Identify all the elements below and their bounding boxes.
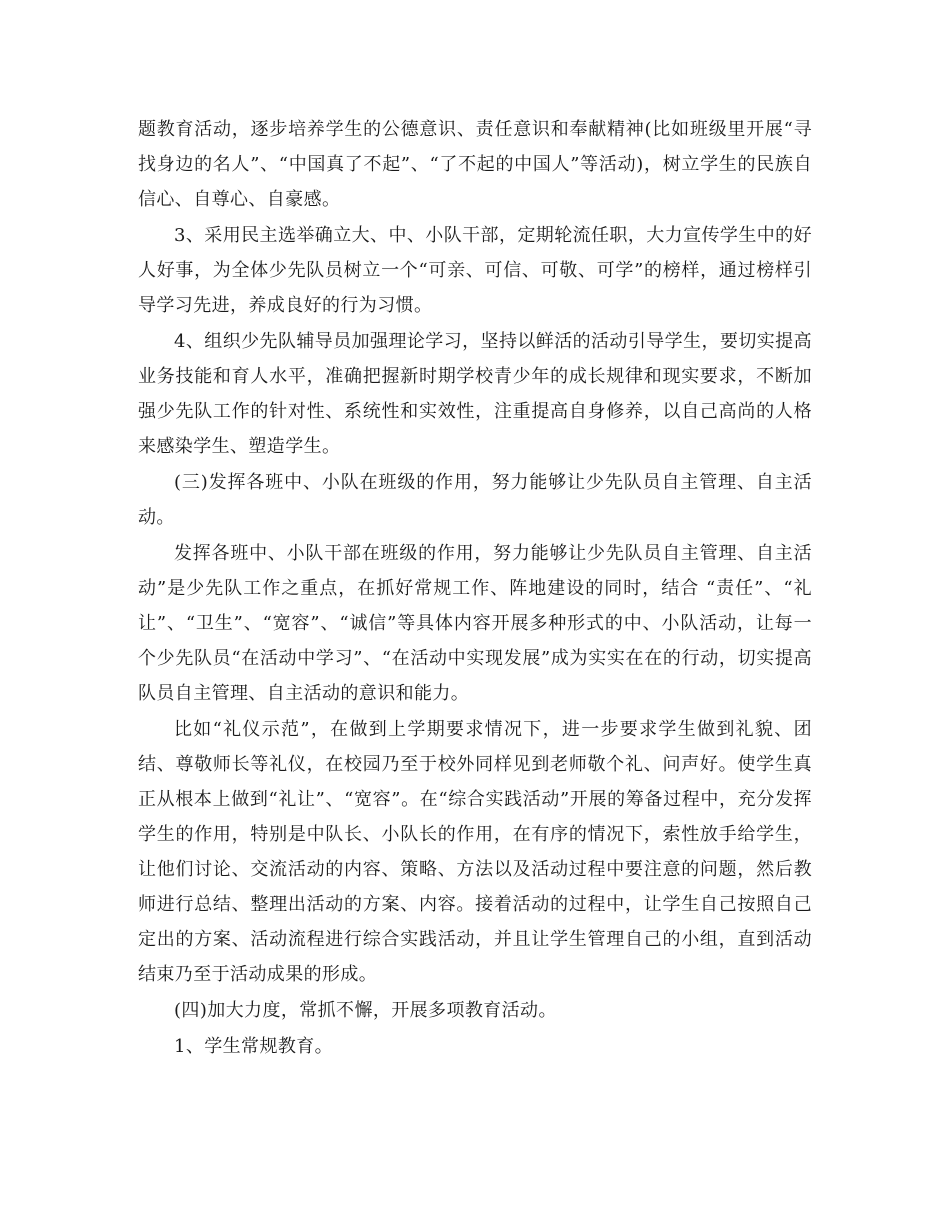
section-heading-3: (三)发挥各班中、小队在班级的作用，努力能够让少先队员自主管理、自主活动。 — [138, 472, 812, 528]
paragraph-item-4: 4、组织少先队辅导员加强理论学习，坚持以鲜活的活动引导学生，要切实提高业务技能和育人水平，准确把握新时期学校青少年的成长规律和现实要求，不断加强少先队工作的针对性、系统性和实效性，注重提高自身修养，以自己高尚的人格来感染学生、塑造学生。 — [138, 331, 812, 457]
document-body — [138, 112, 812, 1065]
paragraph-example: 比如“礼仪示范”，在做到上学期要求情况下，进一步要求学生做到礼貌、团结、尊敬师长等礼仪，在校园乃至于校外同样见到老师敬个礼、问声好。使学生真正从根本上做到“礼让”、“宽容”。在“综合实践活动”开展的筹备过程中，充分发挥学生的作用，特别是中队长、小队长的作用，在有序的情况下，索性放手给学生，让他们讨论、交流活动的内容、策略、方法以及活动过程中要注意的问题，然后教师进行总结、整理出活动的方案、内容。接着活动的过程中，让学生自己按照自己定出的方案、活动流程进行综合实践活动，并且让学生管理自己的小组，直到活动结束乃至于活动成果的形成。 — [138, 719, 812, 985]
paragraph-continuation: 题教育活动，逐步培养学生的公德意识、责任意识和奉献精神(比如班级里开展“寻找身边的名人”、“中国真了不起”、“了不起的中国人”等活动)，树立学生的民族自信心、自尊心、自豪感。 — [138, 119, 812, 210]
paragraph-item-1: 1、学生常规教育。 — [174, 1036, 334, 1057]
section-heading-4: (四)加大力度，常抓不懈，开展多项教育活动。 — [174, 1000, 557, 1021]
paragraph-body: 发挥各班中、小队干部在班级的作用，努力能够让少先队员自主管理、自主活动”是少先队工作之重点，在抓好常规工作、阵地建设的同时，结合 “责任”、“礼让”、“卫生”、“宽容”、“诚信”等具体内容开展多种形式的中、小队活动，让每一个少先队员“在活动中学习”、“在活动中实现发展”成为实实在在的行动，切实提高队员自主管理、自主活动的意识和能力。 — [138, 543, 812, 704]
paragraph-item-3: 3、采用民主选举确立大、中、小队干部，定期轮流任职，大力宣传学生中的好人好事，为全体少先队员树立一个“可亲、可信、可敬、可学”的榜样，通过榜样引导学习先进，养成良好的行为习惯。 — [138, 225, 812, 316]
